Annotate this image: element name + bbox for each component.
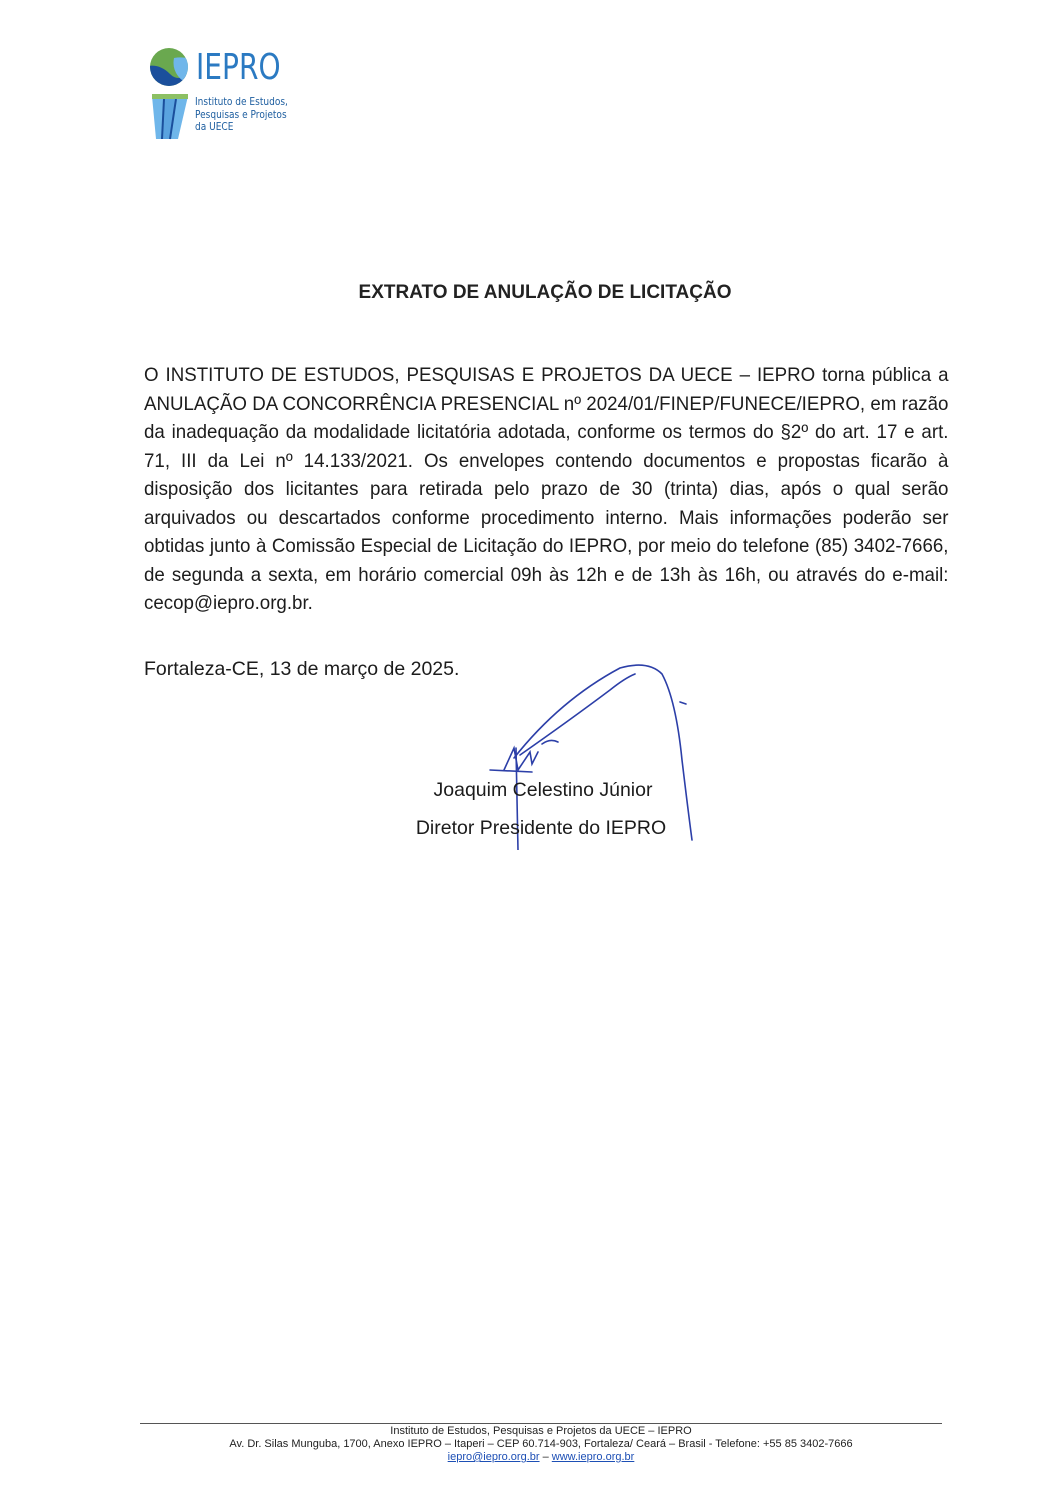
document-title: EXTRATO DE ANULAÇÃO DE LICITAÇÃO [358,282,732,303]
logo-subtitle-line: Instituto de Estudos, [195,95,288,108]
footer-contacts [140,1451,942,1465]
date-line: Fortaleza-CE, 13 de março de 2025. [144,658,460,680]
footer-website-link[interactable]: www.iepro.org.br [551,1451,635,1463]
logo-wordmark: IEPRO [196,47,281,88]
logo-subtitle [195,96,288,134]
footer-separator: – [539,1451,552,1463]
footer-email-link[interactable]: iepro@iepro.org.br [447,1451,540,1463]
footer-divider [140,1423,942,1424]
document-paragraph: O INSTITUTO DE ESTUDOS, PESQUISAS E PROJETOS DA UECE – IEPRO torna pública a ANULAÇÃO DA CONCORRÊNCIA PRESENCIAL nº 2024/01/FINEP/FUNECE/IEPRO, em razão da inadequação da modalidade licitatória adotada, conforme os termos do §2º do art. 17 e art. 71, III da Lei nº 14.133/2021. Os envelopes contendo documentos e propostas ficarão à disposição dos licitantes para retirada pelo prazo de 30 (trinta) dias, após o qual serão arquivados ou descartados conforme procedimento interno. Mais informações poderão ser obtidas junto à Comissão Especial de Licitação do IEPRO, por meio do telefone (85) 3402-7666, de segunda a sexta, em horário comercial 09h às 12h e de 13h às 16h, ou através do e-mail: cecop@iepro.org.br. [144,364,949,614]
iepro-logo-mark-icon [148,44,194,144]
logo-subtitle-line: Pesquisas e Projetos [195,107,287,121]
signer-role: Diretor Presidente do IEPRO [415,817,667,839]
iepro-logo [148,44,298,144]
signer-name: Joaquim Celestino Júnior [433,779,653,801]
logo-subtitle-line: da UECE [195,120,234,133]
footer-institution: Instituto de Estudos, Pesquisas e Projetos da UECE – IEPRO [390,1425,692,1437]
footer-address: Av. Dr. Silas Munguba, 1700, Anexo IEPRO – Itaperi – CEP 60.714-903, Fortaleza/ Ceará – Brasil - Telefone: +55 85 3402-7666 [229,1438,853,1450]
